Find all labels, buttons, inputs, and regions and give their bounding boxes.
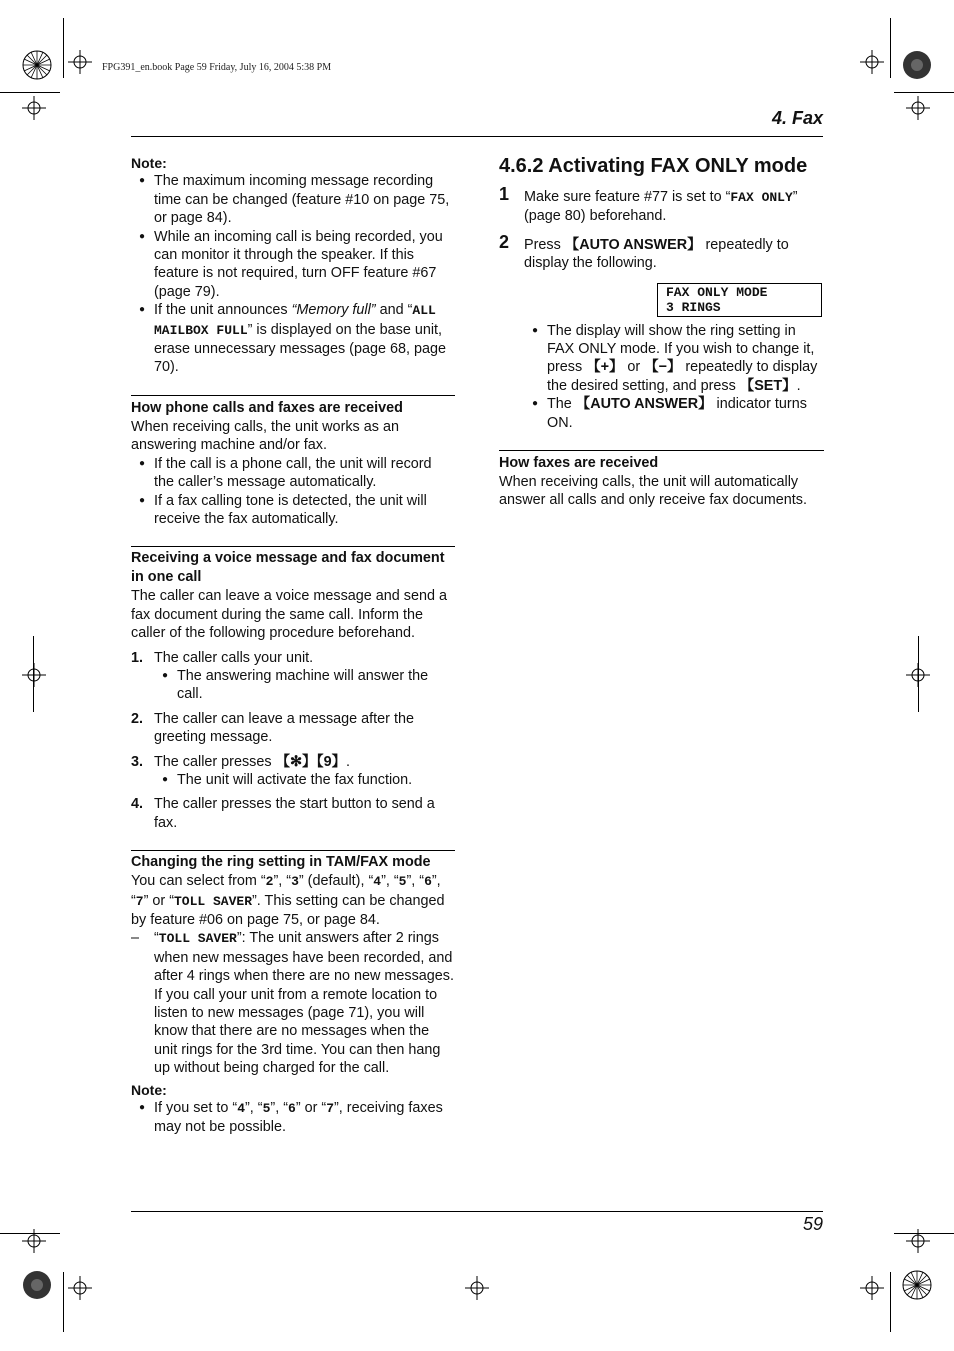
list-item: ● If the call is a phone call, the unit will record the caller’s message automatically. bbox=[131, 455, 455, 492]
step-note: ● The display will show the ring setting in FAX ONLY mode. If you wish to change it, press 【+】 or 【−】 repeatedly to display the desired setting, and press 【SET】. bbox=[524, 322, 824, 396]
crosshair-mark bbox=[860, 50, 884, 74]
crosshair-mark bbox=[68, 50, 92, 74]
note-label: Note: bbox=[131, 1081, 167, 1098]
list-item: ● If a fax calling tone is detected, the unit will receive the fax automatically. bbox=[131, 492, 455, 529]
crop-line bbox=[894, 92, 954, 93]
print-info-line: FPG391_en.book Page 59 Friday, July 16, 2004 5:38 PM bbox=[102, 62, 332, 73]
procedure-step: 2. The caller can leave a message after the greeting message. bbox=[131, 710, 414, 746]
note-item: ● If the unit announces “Memory full” and “ALL MAILBOX FULL” is displayed on the base unit, erase unnecessary messages (page 68, page 70). bbox=[131, 301, 455, 377]
section-rule bbox=[131, 850, 455, 851]
dash-item: – “TOLL SAVER”: The unit answers after 2 rings when new messages have been recorded, and after 4 rings when there are no new messages. If you call your unit from a remote location to listen to new messages (page 71), you will know that there are no messages when the unit rings for the 3rd time. You can then hang up without being charged for the call. bbox=[131, 930, 454, 1077]
step-note: ● The answering machine will answer the call. bbox=[131, 667, 455, 704]
registration-mark-top-right bbox=[902, 50, 932, 80]
section-rule bbox=[131, 395, 455, 396]
note-item: ● While an incoming call is being recorded, you can monitor it through the speaker. If this feature is not required, turn OFF feature #67 (page 79). bbox=[131, 228, 455, 302]
key-label: 【+】 bbox=[586, 359, 624, 376]
section-text: When receiving calls, the unit will automatically answer all calls and only receive fax documents. bbox=[499, 474, 807, 509]
procedure-step: 2 Press 【AUTO ANSWER】 repeatedly to display the following. bbox=[499, 231, 789, 272]
key-label: 【SET】 bbox=[739, 377, 797, 394]
section-rule bbox=[131, 546, 455, 547]
section-heading: How faxes are received bbox=[499, 455, 659, 472]
registration-mark-top-left bbox=[22, 50, 52, 80]
step-note: ● The unit will activate the fax function. bbox=[131, 771, 455, 789]
procedure-step: 4. The caller presses the start button to send a fax. bbox=[131, 796, 435, 831]
crop-line bbox=[63, 18, 64, 78]
header-rule bbox=[131, 136, 823, 137]
procedure-step: 1. The caller calls your unit. bbox=[131, 649, 314, 666]
announcement-quote: “Memory full” bbox=[291, 302, 376, 319]
crosshair-mark bbox=[465, 1276, 489, 1300]
crop-line bbox=[890, 18, 891, 78]
section-intro: You can select from “2”, “3” (default), “4”, “5”, “6”, “7” or “TOLL SAVER”. This setting can be changed by feature #06 on page 75, or page 84. bbox=[131, 873, 445, 928]
crop-line bbox=[0, 1233, 60, 1234]
crop-line bbox=[894, 1233, 954, 1234]
crosshair-mark bbox=[68, 1276, 92, 1300]
section-intro: The caller can leave a voice message and send a fax document during the same call. Inform the caller of the following procedure beforehand. bbox=[131, 588, 447, 642]
section-intro: When receiving calls, the unit works as an answering machine and/or fax. bbox=[131, 418, 399, 454]
note-item: ● The maximum incoming message recording time can be changed (feature #10 on page 75, or page 84). bbox=[131, 172, 455, 227]
key-label: 【AUTO ANSWER】 bbox=[564, 236, 702, 253]
footer-rule bbox=[131, 1211, 823, 1212]
page-number: 59 bbox=[802, 1214, 823, 1234]
section-heading: How phone calls and faxes are received bbox=[131, 399, 403, 416]
section-title: 4.6.2 Activating FAX ONLY mode bbox=[499, 155, 808, 177]
crop-line bbox=[918, 636, 919, 712]
crop-line bbox=[33, 636, 34, 712]
section-heading: Receiving a voice message and fax document in one call bbox=[131, 550, 445, 586]
registration-mark-bottom-right bbox=[902, 1270, 932, 1300]
section-rule bbox=[499, 450, 824, 451]
chapter-title: 4. Fax bbox=[771, 108, 823, 128]
note-label: Note: bbox=[131, 155, 167, 171]
crosshair-mark bbox=[860, 1276, 884, 1300]
note-item: ● If you set to “4”, “5”, “6” or “7”, receiving faxes may not be possible. bbox=[131, 1099, 455, 1137]
lcd-display: FAX ONLY MODE 3 RINGS bbox=[657, 283, 822, 317]
crop-line bbox=[890, 1272, 891, 1332]
crosshair-mark bbox=[22, 96, 46, 120]
right-column bbox=[499, 154, 824, 510]
key-label: 【✻】【9】 bbox=[275, 753, 347, 770]
display-message: ALL MAILBOX FULL bbox=[154, 303, 436, 338]
crosshair-mark bbox=[906, 96, 930, 120]
procedure-step: 1 Make sure feature #77 is set to “FAX ONLY” (page 80) beforehand. bbox=[499, 184, 798, 225]
crosshair-mark bbox=[22, 663, 46, 687]
step-note: ● The 【AUTO ANSWER】 indicator turns ON. bbox=[524, 395, 824, 432]
left-column bbox=[131, 154, 455, 1137]
crop-line bbox=[0, 92, 60, 93]
section-heading: Changing the ring setting in TAM/FAX mode bbox=[131, 854, 431, 871]
display-message: FAX ONLY bbox=[730, 190, 793, 205]
procedure-step: 3. The caller presses 【✻】【9】. bbox=[131, 753, 351, 770]
key-label: 【AUTO ANSWER】 bbox=[575, 396, 713, 413]
registration-mark-bottom-left bbox=[22, 1270, 52, 1300]
key-label: 【−】 bbox=[644, 359, 682, 376]
crop-line bbox=[63, 1272, 64, 1332]
